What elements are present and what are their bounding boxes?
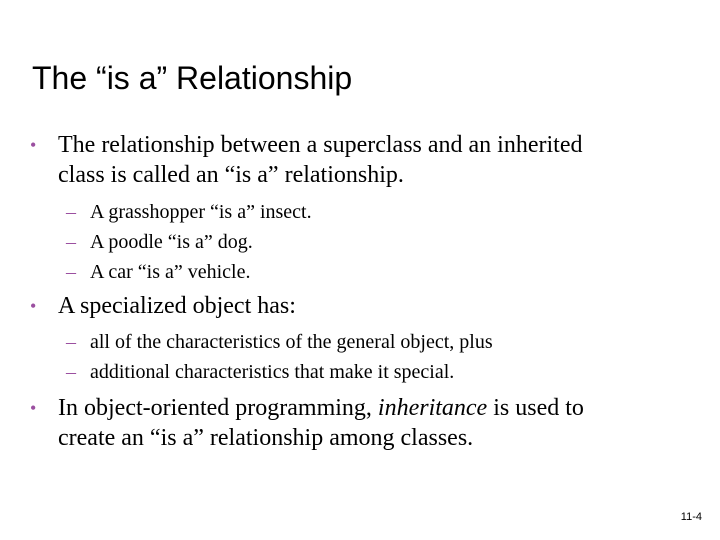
bullet-3-line-2: create an “is a” relationship among classes. — [58, 425, 474, 451]
bullet-1-line-2: class is called an “is a” relationship. — [58, 162, 404, 188]
sub-marker: – — [66, 361, 76, 383]
sub-marker: – — [66, 231, 76, 253]
bullet-2-line-1: A specialized object has: — [58, 293, 296, 319]
sub-bullet — [66, 197, 312, 227]
sub-bullet — [66, 357, 454, 387]
page-number: 11-4 — [680, 511, 702, 523]
sub-bullet-text: A car “is a” vehicle. — [90, 261, 251, 283]
sub-marker: – — [66, 201, 76, 223]
sub-marker: – — [66, 261, 76, 283]
bullet-marker: • — [30, 135, 37, 155]
sub-marker: – — [66, 331, 76, 353]
bullet-3-text-before: In object-oriented programming, — [58, 395, 378, 421]
emphasis-inheritance: inheritance — [377, 395, 488, 421]
bullet-2 — [30, 291, 690, 321]
bullet-3 — [30, 393, 690, 453]
sub-bullet-text: additional characteristics that make it special. — [90, 361, 455, 383]
sub-bullet-text: A grasshopper “is a” insect. — [90, 201, 312, 223]
sub-bullet — [66, 227, 253, 257]
bullet-3-text-after: is used to — [487, 395, 584, 421]
sub-bullet-text: all of the characteristics of the general object, plus — [90, 331, 493, 353]
sub-bullet — [66, 327, 493, 357]
bullet-1 — [30, 130, 690, 190]
bullet-marker: • — [30, 296, 37, 316]
bullet-marker: • — [30, 398, 37, 418]
bullet-3-line-1 — [58, 393, 690, 423]
sub-bullet-text: A poodle “is a” dog. — [90, 231, 253, 253]
bullet-1-line-1: The relationship between a superclass and an inherited — [58, 132, 583, 158]
slide-title: The “is a” Relationship — [32, 60, 353, 96]
sub-bullet — [66, 257, 250, 287]
